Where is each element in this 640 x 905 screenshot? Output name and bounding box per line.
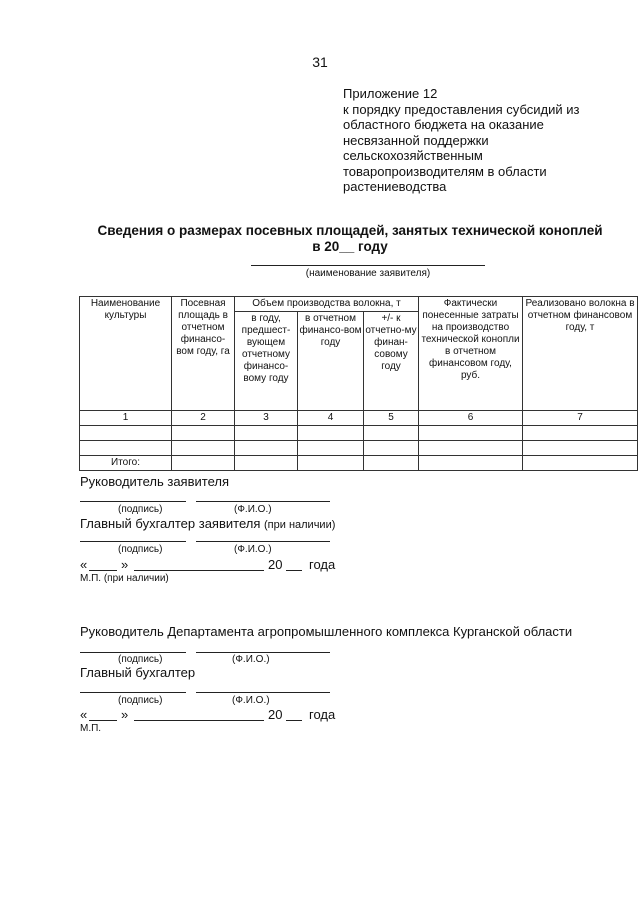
- title-line-2: в 20__ году: [312, 239, 388, 254]
- year-prefix: 20: [268, 707, 283, 722]
- col-number: 3: [235, 411, 298, 426]
- fio-line: [196, 652, 330, 653]
- appendix-line: областного бюджета на оказание: [343, 117, 544, 132]
- fio-line: [196, 501, 330, 502]
- appendix-line: товаропроизводителям в области: [343, 163, 547, 179]
- data-table: [79, 296, 638, 471]
- fio-caption: (Ф.И.О.): [232, 654, 270, 665]
- header-sown-area: Посевная площадь в отчетном финансо-вом году, га: [172, 297, 235, 411]
- signature-line: [80, 541, 186, 542]
- header-costs: Фактически понесенные затраты на производство технической конопли в отчетном финансовом году, руб.: [419, 297, 523, 411]
- day-line: [89, 570, 117, 571]
- month-line: [134, 720, 264, 721]
- head-department-label: Руководитель Департамента агропромышленного комплекса Курганской области: [80, 624, 573, 639]
- appendix-line: сельскохозяйственным: [343, 148, 483, 163]
- day-line: [89, 720, 117, 721]
- header-crop: Наименование культуры: [80, 297, 172, 411]
- signature-line: [80, 652, 186, 653]
- sign-caption: (подпись): [118, 695, 163, 706]
- chief-accountant-text: Главный бухгалтер заявителя: [80, 516, 261, 531]
- appendix-line: к порядку предоставления субсидий из: [343, 101, 580, 117]
- appendix-note: [343, 86, 613, 195]
- year-suffix: года: [309, 707, 336, 722]
- fio-line: [196, 692, 330, 693]
- head-applicant-label: Руководитель заявителя: [80, 474, 229, 489]
- header-change: +/- к отчетно-му финан-совому году: [364, 312, 419, 411]
- mp-department: М.П.: [80, 723, 102, 734]
- signature-line: [80, 501, 186, 502]
- year-line: [286, 570, 302, 571]
- sign-caption: (подпись): [118, 544, 163, 555]
- signature-line: [80, 692, 186, 693]
- col-number: 5: [364, 411, 419, 426]
- appendix-line: несвязанной поддержки: [343, 132, 489, 148]
- sign-caption: (подпись): [118, 504, 163, 515]
- col-number: 6: [419, 411, 523, 426]
- date-open: «: [80, 557, 88, 572]
- date-mid: »: [121, 707, 129, 722]
- year-suffix: года: [309, 557, 336, 572]
- col-number: 4: [298, 411, 364, 426]
- table-row: [80, 441, 638, 456]
- date-open: «: [80, 707, 88, 722]
- header-fiber-volume: Объем производства волокна, т: [235, 297, 419, 312]
- table-row: [80, 426, 638, 441]
- page-number: 31: [312, 54, 328, 70]
- header-report-year: в отчетном финансо-вом году: [298, 312, 364, 411]
- mp-applicant: М.П. (при наличии): [80, 573, 169, 584]
- appendix-line: растениеводства: [343, 179, 447, 194]
- header-prev-year: в году, предшест-вующем отчетному финансо-вому году: [235, 312, 298, 411]
- title-line-1: Сведения о размерах посевных площадей, занятых технической коноплей: [97, 223, 603, 238]
- date-mid: »: [121, 557, 129, 572]
- year-prefix: 20: [268, 557, 283, 572]
- fio-caption: (Ф.И.О.): [232, 695, 270, 706]
- fio-caption: (Ф.И.О.): [234, 544, 272, 555]
- applicant-name-line: [251, 265, 485, 266]
- col-number: 2: [172, 411, 235, 426]
- chief-accountant-applicant-label: [80, 516, 335, 531]
- total-row: [80, 456, 638, 471]
- col-number: 1: [80, 411, 172, 426]
- appendix-line: Приложение 12: [343, 86, 438, 101]
- month-line: [134, 570, 264, 571]
- year-line: [286, 720, 302, 721]
- total-label: Итого:: [80, 456, 172, 471]
- col-number: 7: [523, 411, 638, 426]
- fio-caption: (Ф.И.О.): [234, 504, 272, 515]
- chief-accountant-label: Главный бухгалтер: [80, 665, 196, 680]
- applicant-caption: (наименование заявителя): [305, 268, 431, 279]
- header-sold-fiber: Реализовано волокна в отчетном финансовом году, т: [523, 297, 638, 411]
- fio-line: [196, 541, 330, 542]
- sign-caption: (подпись): [118, 654, 163, 665]
- when-available: (при наличии): [264, 519, 336, 531]
- document-title: [60, 223, 640, 255]
